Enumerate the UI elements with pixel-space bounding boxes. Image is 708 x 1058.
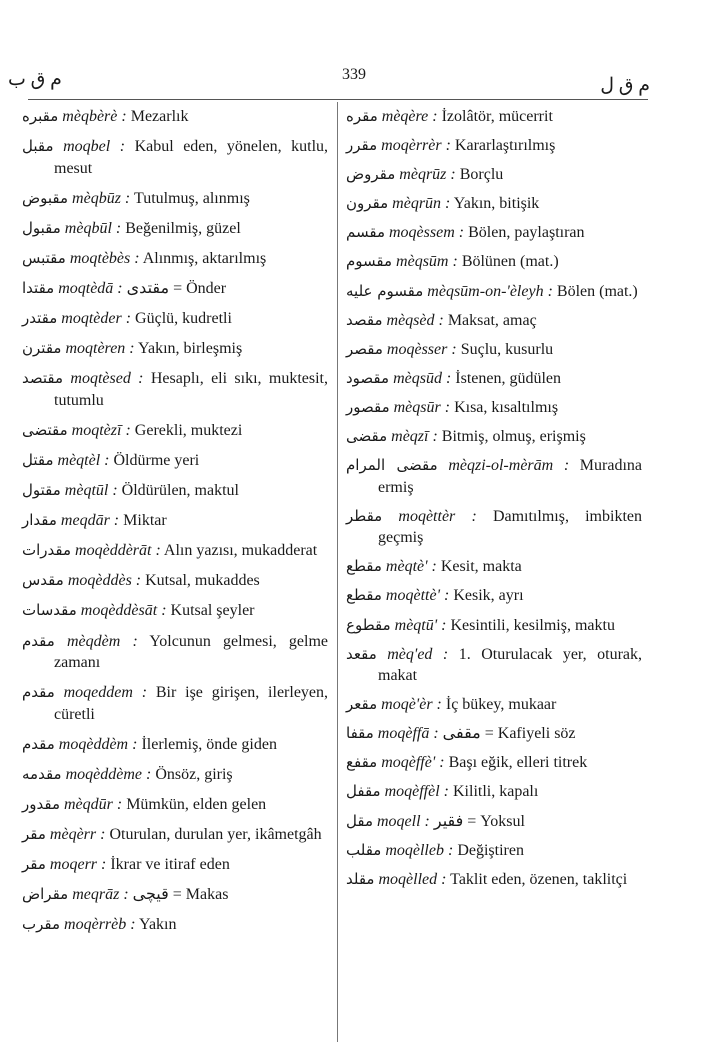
dictionary-entry [22,480,328,502]
entry-arabic: مقدم [22,683,55,702]
column-divider [337,102,338,1042]
entry-transliteration: mèqsūm-on-'èleyh : [427,282,553,300]
entry-definition: 1. Oturulacak yer, oturak, makat [378,645,642,685]
dictionary-entry [22,600,328,622]
header-rule [28,99,648,100]
page-number: 339 [342,66,366,83]
entry-arabic: مقدم [22,631,55,650]
entry-definition: Değiştiren [453,841,524,859]
dictionary-entry [22,682,328,725]
entry-transliteration: mèqzi-ol-mèrām : [448,457,570,475]
entry-definition: Kutsal, mukaddes [141,572,260,590]
dictionary-entry [346,723,642,745]
entry-definition: Bir işe girişen, ilerleyen, cüretli [54,684,329,723]
entry-transliteration: meqdār : [60,512,120,530]
entry-arabic: مقعر [346,695,378,714]
entry-definition: Hesaplı, eli sıkı, muktesit, tutumlu [54,370,328,409]
dictionary-entry [346,281,642,303]
entry-transliteration: moqèffè' : [381,754,445,772]
entry-transliteration: moqtèren : [65,340,135,358]
entry-definition: Oturulan, durulan yer, ikâmetgâh [105,825,322,843]
entry-transliteration: mèqbūz : [72,189,131,207]
entry-definition: Kesintili, kesilmiş, maktu [446,616,615,634]
entry-definition: مقتدی = Önder [122,279,227,297]
entry-transliteration: mèq'ed : [387,645,449,663]
entry-definition: Beğenilmiş, güzel [121,219,241,237]
entry-arabic: مقبول [22,218,61,237]
entry-transliteration: mèqdèm : [66,632,138,650]
entry-definition: Önsöz, giriş [151,765,233,783]
dictionary-entry [22,570,328,592]
dictionary-entry [22,278,328,300]
dictionary-entry [346,455,642,498]
dictionary-entry [22,734,328,756]
entry-transliteration: moqtèbès : [69,249,140,267]
entry-arabic: مقدور [22,794,60,813]
dictionary-entry [22,368,328,411]
entry-transliteration: moqèddèrāt : [75,542,161,560]
dictionary-entry [22,914,328,936]
entry-definition: Öldürülen, maktul [117,482,239,500]
dictionary-entry [22,854,328,876]
entry-transliteration: moqèffā : [377,725,439,743]
entry-transliteration: mèqsèd : [386,311,444,329]
entry-arabic: مقلب [346,840,382,859]
dictionary-entry [22,631,328,674]
entry-arabic: مقبره [22,107,59,125]
dictionary-entry [346,193,642,215]
entry-definition: Yakın, bitişik [450,195,540,213]
entry-transliteration: moqell : [376,812,430,830]
entry-definition: Yakın [135,916,177,934]
entry-arabic: مقسوم [346,252,393,271]
entry-transliteration: moqè'èr : [381,696,442,714]
dictionary-entry [346,397,642,419]
entry-definition: İstenen, güdülen [451,369,562,387]
entry-arabic: مقضی المرام [346,456,438,475]
entry-definition: Yolcunun gelmesi, gelme zamanı [54,632,329,671]
entry-definition: Güçlü, kudretli [131,310,232,328]
entry-transliteration: mèqdūr : [63,795,123,813]
entry-definition: Maksat, amaç [443,311,537,329]
entry-definition: Kutsal şeyler [166,602,255,620]
entry-arabic: مقدار [22,511,57,530]
entry-definition: Kilitli, kapalı [449,783,539,801]
entry-arabic: مقر [22,824,46,843]
entry-transliteration: moqtèsed : [70,370,144,388]
entry-arabic: مقصد [346,310,383,329]
entry-transliteration: mèqsūm : [396,253,458,271]
entry-arabic: مقره [346,107,378,125]
entry-arabic: مقتول [22,481,61,500]
entry-transliteration: moqèttèr : [398,507,477,525]
dictionary-entry [22,450,328,472]
dictionary-entry [346,781,642,803]
entry-definition: Alınmış, aktarılmış [139,249,267,267]
entry-arabic: مقتدر [22,309,58,328]
dictionary-entry [22,248,328,270]
entry-arabic: مقتصد [22,369,64,388]
entry-definition: Mümkün, elden gelen [122,795,267,813]
page-header [0,58,708,98]
entry-transliteration: moqèlleb : [385,841,454,859]
entry-definition: İç bükey, mukaar [441,696,557,714]
entry-definition: Taklit eden, özenen, taklitçi [446,870,628,888]
entry-transliteration: mèqbūl : [64,219,122,237]
entry-definition: Başı eğik, elleri titrek [444,754,588,772]
entry-definition: Kesit, makta [436,558,522,576]
entry-definition: Yakın, birleşmiş [134,340,243,358]
entry-arabic: مقبوض [22,188,69,207]
entry-arabic: مقتضی [22,420,68,439]
entry-arabic: مقدمه [22,764,62,783]
dictionary-entry [22,794,328,816]
entry-arabic: مقبل [22,137,54,156]
entry-definition: Bölen, paylaştıran [464,224,585,242]
entry-definition: Bölen (mat.) [552,282,638,300]
entry-definition: Damıtılmış, imbikten geçmiş [378,507,642,547]
entry-arabic: مقتبس [22,248,66,267]
entry-arabic: مقرب [22,915,61,934]
entry-arabic: مقصر [346,339,383,358]
dictionary-entry [346,556,642,578]
entry-transliteration: mèqtè' : [385,558,437,576]
entry-transliteration: moqeddem : [63,684,148,702]
entry-definition: Kararlaştırılmış [450,137,556,155]
dictionary-entry [22,338,328,360]
left-column [22,106,328,944]
entry-arabic: مقل [346,811,373,830]
entry-transliteration: moqèssem : [389,224,465,242]
entry-definition: قیچی = Makas [128,886,229,904]
entry-definition: Borçlu [455,166,504,184]
entry-transliteration: mèqbèrè : [62,108,127,125]
entry-transliteration: moqtèzī : [71,421,131,439]
entry-transliteration: moqtèder : [61,310,132,328]
dictionary-entry [22,510,328,532]
entry-arabic: مقترن [22,339,62,358]
entry-arabic: مقصور [346,397,390,416]
dictionary-entry [346,585,642,607]
dictionary-entry [346,222,642,244]
entry-arabic: مقراض [22,885,69,904]
entry-arabic: مقطوع [346,615,391,634]
entry-definition: Kabul eden, yönelen, kutlu, mesut [54,138,329,177]
entry-definition: Kısa, kısaltılmış [450,398,559,416]
right-column [346,106,642,898]
dictionary-entry [346,694,642,716]
entry-transliteration: mèqrūz : [399,166,456,184]
entry-definition: Alın yazısı, mukadderat [160,542,318,560]
dictionary-entry [22,764,328,786]
dictionary-entry [346,368,642,390]
entry-definition: Suçlu, kusurlu [456,340,554,358]
entry-transliteration: mèqrūn : [392,195,451,213]
dictionary-entry [346,426,642,448]
entry-transliteration: moqbel : [63,138,126,156]
entry-arabic: مقر [22,855,46,874]
entry-transliteration: moqèrrèr : [381,137,451,155]
entry-transliteration: moqerr : [49,856,107,874]
entry-arabic: مقدرات [22,541,72,560]
entry-arabic: مقعد [346,644,377,663]
dictionary-entry [346,869,642,891]
dictionary-entry [22,824,328,846]
entry-definition: فقیر = Yoksul [429,812,525,830]
dictionary-entry [346,251,642,273]
entry-definition: Gerekli, muktezi [130,421,243,439]
entry-arabic: مقدم [22,734,55,753]
entry-arabic: مقدسات [22,601,77,620]
dictionary-entry [346,644,642,687]
dictionary-entry [346,339,642,361]
entry-definition: Bitmiş, olmuş, erişmiş [437,428,586,446]
entry-transliteration: moqèsser : [386,340,457,358]
entry-transliteration: mèqtūl : [64,482,118,500]
entry-transliteration: moqtèdā : [58,279,123,297]
entry-arabic: مقدس [22,571,64,590]
entry-transliteration: meqrāz : [72,886,129,904]
dictionary-entry [346,615,642,637]
dictionary-entry [346,310,642,332]
dictionary-entry [22,420,328,442]
entry-definition: Tutulmuş, alınmış [130,189,250,207]
dictionary-entry [22,188,328,210]
entry-arabic: مقرر [346,136,378,155]
entry-transliteration: mèqère : [381,108,438,125]
entry-arabic: مقطع [346,586,382,605]
entry-definition: Muradına ermiş [378,457,643,496]
dictionary-entry [22,218,328,240]
entry-transliteration: mèqtèl : [57,451,110,469]
dictionary-entry [346,752,642,774]
entry-arabic: مقتدا [22,278,55,297]
entry-arabic: مقتل [22,450,54,469]
entry-arabic: مقروض [346,165,396,184]
dictionary-entry [346,811,642,833]
entry-definition: İkrar ve itiraf eden [106,856,230,874]
entry-definition: Bölünen (mat.) [457,253,559,271]
dictionary-entry [346,840,642,862]
entry-definition: İlerlemiş, önde giden [137,735,277,753]
entry-transliteration: moqèddès : [67,572,142,590]
entry-transliteration: mèqzī : [391,428,438,446]
entry-arabic: مقفا [346,724,374,743]
entry-definition: Miktar [119,512,167,530]
entry-arabic: مقلد [346,869,375,888]
entry-transliteration: moqèrrèb : [64,916,136,934]
entry-definition: Mezarlık [126,108,189,125]
entry-arabic: مقطع [346,557,382,576]
dictionary-entry [346,135,642,157]
dictionary-entry [346,506,642,549]
entry-transliteration: mèqèrr : [49,825,106,843]
entry-transliteration: mèqsūd : [393,369,452,387]
dictionary-entry [22,106,328,128]
entry-arabic: مقفع [346,753,378,772]
dictionary-entry [22,308,328,330]
entry-transliteration: moqèlled : [378,870,447,888]
entry-arabic: مقضی [346,427,388,446]
entry-arabic: مقسم [346,223,385,242]
entry-definition: Kesik, ayrı [449,587,524,605]
entry-arabic: مقطر [346,506,383,525]
entry-definition: Öldürme yeri [109,451,200,469]
dictionary-entry [22,884,328,906]
dictionary-entry [22,540,328,562]
entry-arabic: مقرون [346,194,389,213]
entry-transliteration: mèqtū' : [394,616,447,634]
header-left-letters: م ق ب [8,69,62,90]
entry-arabic: مقصود [346,368,390,387]
header-right-letters: م ق ل [600,75,650,96]
entry-transliteration: moqèddème : [65,765,152,783]
dictionary-entry [346,106,642,128]
entry-transliteration: moqèttè' : [385,587,450,605]
entry-arabic: مقفل [346,782,381,801]
entry-transliteration: mèqsūr : [393,398,451,416]
entry-transliteration: moqèffèl : [384,783,449,801]
dictionary-entry [346,164,642,186]
entry-definition: İzolâtör, mücerrit [437,108,553,125]
entry-transliteration: moqèddèm : [58,735,138,753]
dictionary-entry [22,136,328,179]
entry-transliteration: moqèddèsāt : [80,602,167,620]
entry-arabic: مقسوم علیه [346,281,424,300]
entry-definition: مقفی = Kafiyeli söz [438,725,576,743]
